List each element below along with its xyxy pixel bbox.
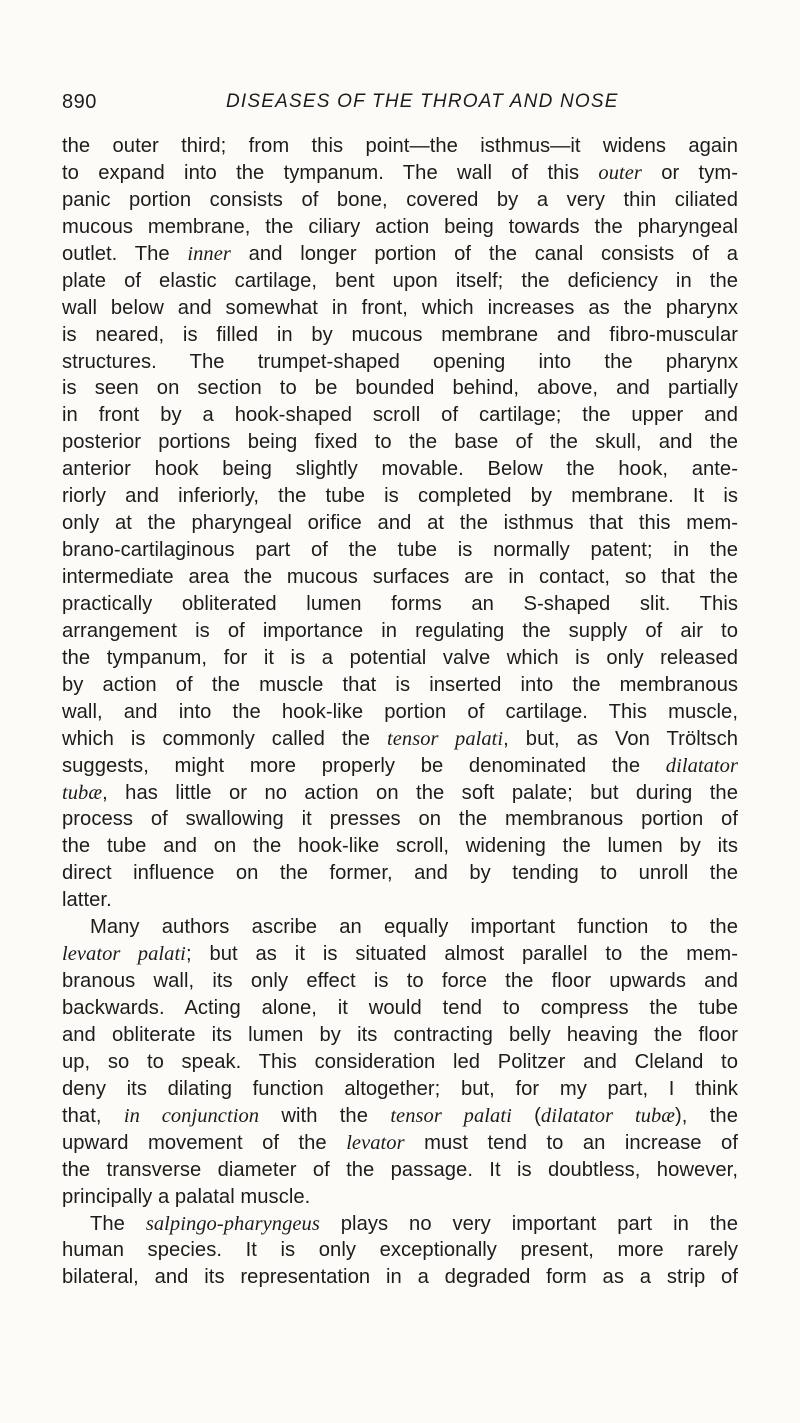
- text-line: [62, 1237, 738, 1264]
- text-line: [62, 726, 738, 753]
- text-run: practically obliterated lumen forms an S-shaped slit. This: [62, 592, 738, 615]
- text-run: structures. The trumpet-shaped opening into the pharynx: [62, 350, 738, 373]
- running-head: [62, 91, 738, 121]
- text-run: anterior hook being slightly movable. Below the hook, ante-: [62, 458, 738, 481]
- text-run: only at the pharyngeal orifice and at the isthmus that this mem-: [62, 512, 738, 535]
- text-line: [62, 1049, 738, 1076]
- text-run: with the: [259, 1104, 391, 1127]
- text-run: and longer portion of the canal consists of a: [230, 242, 738, 265]
- text-line: [62, 591, 738, 618]
- text-run: The: [90, 1212, 146, 1235]
- text-line: [62, 133, 738, 160]
- text-line: [62, 295, 738, 322]
- italic-term: inner: [187, 242, 231, 265]
- text-line: [62, 995, 738, 1022]
- text-run: must tend to an increase of: [404, 1131, 738, 1154]
- text-run: is seen on section to be bounded behind, above, and partially: [62, 377, 738, 400]
- text-line: [62, 1211, 738, 1238]
- text-line: [62, 780, 738, 807]
- text-run: mucous membrane, the ciliary action being towards the pharyngeal: [62, 215, 738, 238]
- text-line: [62, 322, 738, 349]
- text-line: [62, 699, 738, 726]
- text-run: the transverse diameter of the passage. It is doubtless, however,: [62, 1158, 738, 1181]
- text-line: [62, 375, 738, 402]
- text-run: up, so to speak. This consideration led Politzer and Cleland to: [62, 1050, 738, 1073]
- text-run: brano-cartilaginous part of the tube is normally patent; in the: [62, 539, 738, 562]
- text-line: [62, 349, 738, 376]
- text-run: is neared, is filled in by mucous membrane and fibro-muscular: [62, 323, 738, 346]
- text-line: [62, 968, 738, 995]
- italic-term: levator palati: [62, 943, 186, 966]
- text-run: riorly and inferiorly, the tube is completed by membrane. It is: [62, 485, 738, 508]
- text-line: [62, 429, 738, 456]
- text-run: which is commonly called the: [62, 727, 387, 750]
- text-line: [62, 510, 738, 537]
- text-line: [62, 241, 738, 268]
- italic-term: salpingo-pharyngeus: [145, 1212, 320, 1235]
- italic-term: tubæ: [62, 781, 103, 804]
- text-line: [62, 1076, 738, 1103]
- text-line: [62, 537, 738, 564]
- italic-term: levator: [346, 1131, 405, 1154]
- text-run: Many authors ascribe an equally important function to the: [90, 916, 738, 939]
- book-page: [62, 0, 738, 1423]
- italic-term: tensor palati: [390, 1104, 512, 1127]
- text-run: to expand into the tympanum. The wall of this: [62, 161, 599, 184]
- text-line: [62, 860, 738, 887]
- text-line: [62, 402, 738, 429]
- text-run: in front by a hook-shaped scroll of cartilage; the upper and: [62, 404, 738, 427]
- text-run: by action of the muscle that is inserted into the membranous: [62, 673, 738, 696]
- text-run: latter.: [62, 889, 112, 912]
- text-run: panic portion consists of bone, covered by a very thin ciliated: [62, 188, 738, 211]
- text-run: arrangement is of importance in regulating the supply of air to: [62, 619, 738, 642]
- text-line: [62, 753, 738, 780]
- text-line: [62, 1184, 738, 1211]
- text-line: [62, 914, 738, 941]
- text-run: plays no very important part in the: [319, 1212, 738, 1235]
- text-line: [62, 941, 738, 968]
- text-line: [62, 1022, 738, 1049]
- text-run: , has little or no action on the soft palate; but during the: [102, 781, 738, 804]
- text-run: posterior portions being fixed to the base of the skull, and the: [62, 431, 738, 454]
- text-run: plate of elastic cartilage, bent upon itself; the deficiency in the: [62, 269, 738, 292]
- body-text: [62, 133, 738, 1291]
- text-run: wall below and somewhat in front, which increases as the pharynx: [62, 296, 738, 319]
- text-run: or tym-: [641, 161, 738, 184]
- text-run: that,: [62, 1104, 124, 1127]
- text-run: and obliterate its lumen by its contracting belly heaving the floor: [62, 1023, 738, 1046]
- text-line: [62, 1157, 738, 1184]
- text-line: [62, 1264, 738, 1291]
- text-line: [62, 645, 738, 672]
- page-number: 890: [62, 91, 97, 113]
- text-run: the tympanum, for it is a potential valve which is only released: [62, 646, 738, 669]
- text-run: ; but as it is situated almost parallel to the mem-: [185, 943, 738, 966]
- text-run: suggests, might more properly be denominated the: [62, 754, 666, 777]
- text-run: upward movement of the: [62, 1131, 347, 1154]
- text-line: [62, 1130, 738, 1157]
- text-run: the outer third; from this point—the isthmus—it widens again: [62, 135, 738, 157]
- italic-term: in conjunction: [123, 1104, 260, 1127]
- text-run: , but, as Von Tröltsch: [503, 727, 738, 750]
- text-line: [62, 887, 738, 914]
- text-run: wall, and into the hook-like portion of cartilage. This muscle,: [62, 700, 738, 723]
- text-line: [62, 456, 738, 483]
- text-line: [62, 672, 738, 699]
- italic-term: dilatator: [665, 754, 738, 777]
- text-line: [62, 564, 738, 591]
- text-run: process of swallowing it presses on the membranous portion of: [62, 808, 738, 831]
- text-run: branous wall, its only effect is to force the floor upwards and: [62, 970, 738, 993]
- text-run: ), the: [675, 1104, 738, 1127]
- text-run: intermediate area the mucous surfaces are in contact, so that the: [62, 566, 738, 588]
- running-title: DISEASES OF THE THROAT AND NOSE: [226, 91, 619, 112]
- text-line: [62, 214, 738, 241]
- text-run: principally a palatal muscle.: [62, 1185, 311, 1208]
- text-line: [62, 483, 738, 510]
- text-run: bilateral, and its representation in a degraded form as a strip of: [62, 1266, 738, 1289]
- text-line: [62, 268, 738, 295]
- text-run: direct influence on the former, and by tending to unroll the: [62, 862, 738, 885]
- text-line: [62, 806, 738, 833]
- text-line: [62, 187, 738, 214]
- text-line: [62, 833, 738, 860]
- text-run: (: [511, 1104, 541, 1127]
- text-run: human species. It is only exceptionally present, more rarely: [62, 1239, 738, 1262]
- text-run: outlet. The: [62, 242, 188, 265]
- text-line: [62, 618, 738, 645]
- italic-term: dilatator tubæ: [540, 1104, 676, 1127]
- text-line: [62, 1103, 738, 1130]
- text-line: [62, 160, 738, 187]
- italic-term: tensor palati: [387, 727, 504, 750]
- italic-term: outer: [598, 161, 642, 184]
- text-run: backwards. Acting alone, it would tend to compress the tube: [62, 997, 738, 1019]
- text-run: the tube and on the hook-like scroll, widening the lumen by its: [62, 835, 738, 858]
- text-run: deny its dilating function altogether; but, for my part, I think: [62, 1077, 738, 1100]
